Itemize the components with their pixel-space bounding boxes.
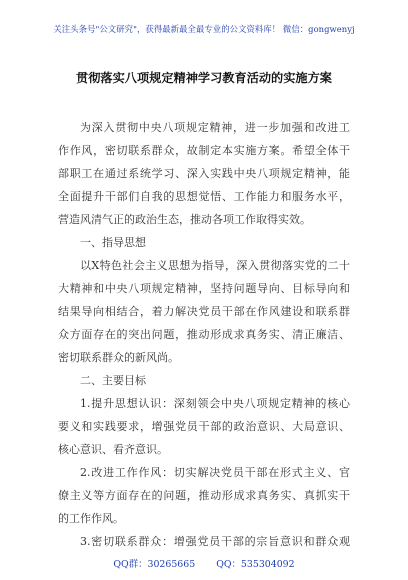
- body-paragraph-continued: [58, 277, 350, 369]
- body-paragraph: [58, 254, 350, 277]
- paragraph-line: 为深入贯彻中央八项规定精神，进一步加强和改进工: [80, 121, 350, 134]
- paragraph-line: 的工作作风。: [58, 512, 124, 525]
- qq-number: QQ：535304092: [216, 559, 295, 570]
- paragraph-line: 密切联系群众的新风尚。: [58, 351, 179, 364]
- paragraph-line: 僚主义等方面存在的问题，推动形成求真务实、真抓实干: [58, 489, 350, 502]
- paragraph-line: 二、主要目标: [80, 374, 146, 387]
- section-heading: [58, 231, 350, 254]
- paragraph-line: 3.密切联系群众：增强党员干部的宗旨意识和群众观: [80, 535, 350, 548]
- paragraph-line: 全面提升干部们自我的思想觉悟、工作能力和服务水平，: [58, 190, 350, 203]
- paragraph-line: 结果导向相结合，着力解决党员干部在作风建设和联系群: [58, 305, 350, 318]
- qq-group-number: QQ群：30265665: [113, 559, 196, 570]
- paragraph-line: 要义和实践要求，增强党员干部的政治意识、大局意识、: [58, 420, 350, 433]
- body-paragraph: [58, 116, 350, 139]
- paragraph-line: 一、指导思想: [80, 236, 146, 249]
- header-promo-note: 关注头条号"公文研究"，获得最新最全最专业的公文资料库！ 微信：gongwenyj: [53, 24, 355, 34]
- document-body: [58, 116, 350, 553]
- paragraph-line: 部职工在通过系统学习、深入实践中央八项规定精神，能: [58, 167, 350, 180]
- list-item: [58, 392, 350, 415]
- paragraph-line: 作作风，密切联系群众，故制定本实施方案。希望全体干: [58, 144, 350, 157]
- list-item: [58, 461, 350, 484]
- paragraph-line: 以X特色社会主义思想为指导，深入贯彻落实党的二十: [80, 259, 350, 272]
- paragraph-line: 营造风清气正的政治生态，推动各项工作取得实效。: [58, 213, 311, 226]
- footer-contact-note: [0, 556, 408, 570]
- paragraph-line: 2.改进工作作风：切实解决党员干部在形式主义、官: [80, 466, 350, 479]
- list-item: [58, 530, 350, 553]
- body-paragraph-continued: [58, 139, 350, 231]
- paragraph-line: 1.提升思想认识：深刻领会中央八项规定精神的核心: [80, 397, 350, 410]
- section-heading: [58, 369, 350, 392]
- paragraph-line: 众方面存在的突出问题，推动形成求真务实、清正廉洁、: [58, 328, 350, 341]
- paragraph-line: 核心意识、看齐意识。: [58, 443, 168, 456]
- list-item-continued: [58, 415, 350, 461]
- paragraph-line: 大精神和中央八项规定精神，坚持问题导向、目标导向和: [58, 282, 350, 295]
- document-title: 贯彻落实八项规定精神学习教育活动的实施方案: [76, 71, 332, 85]
- list-item-continued: [58, 484, 350, 530]
